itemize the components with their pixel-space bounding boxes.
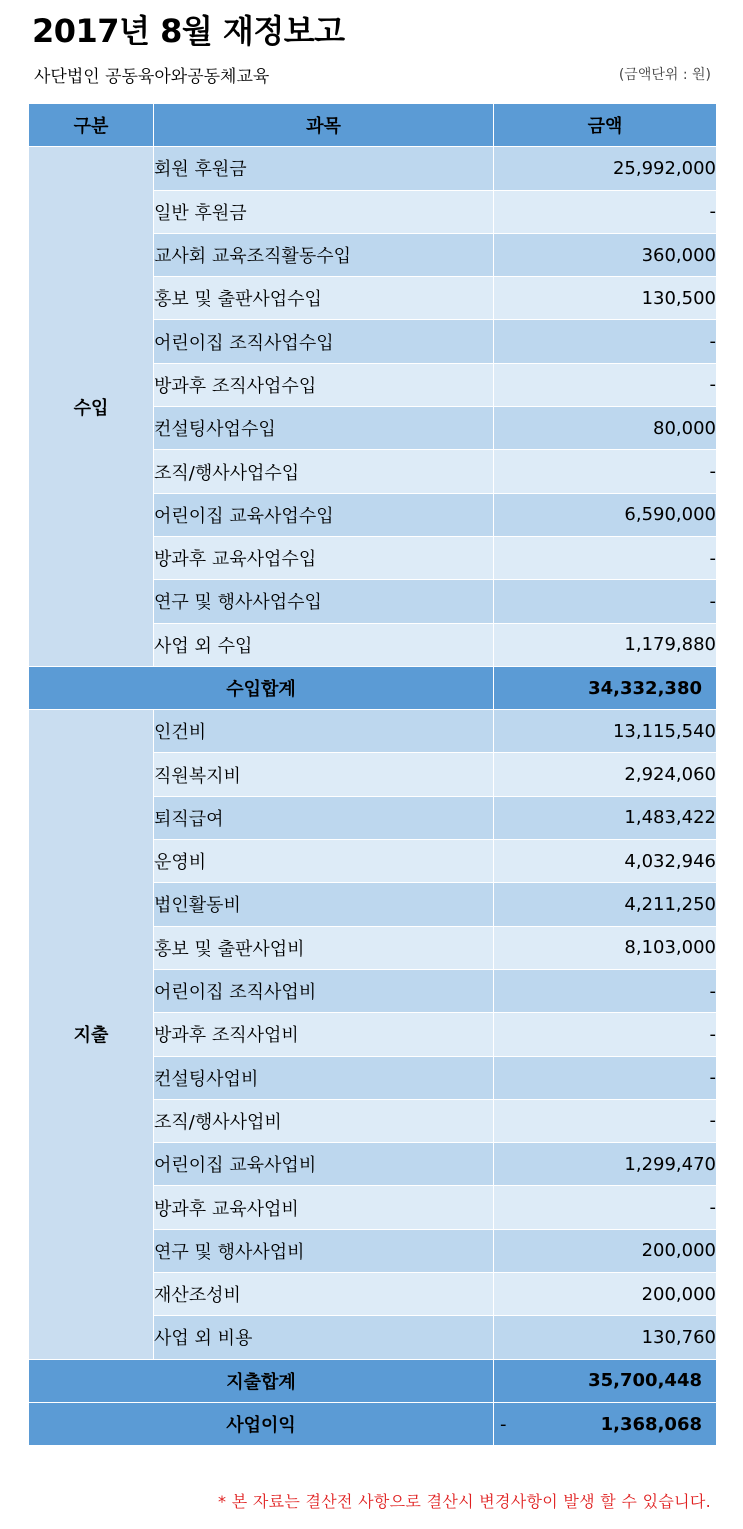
item-name: 컨설팅사업비	[154, 1056, 494, 1099]
item-amount: 1,299,470	[494, 1143, 717, 1186]
expense-group-label: 지출	[29, 710, 154, 1359]
item-amount: -	[494, 969, 717, 1012]
unit-note: (금액단위 : 원)	[618, 67, 711, 83]
item-amount: -	[494, 1013, 717, 1056]
table-header-row	[29, 104, 717, 147]
organization-name: 사단법인 공동육아와공동체교육	[34, 67, 270, 87]
item-amount: 2,924,060	[494, 753, 717, 796]
item-amount: 130,500	[494, 277, 717, 320]
item-amount: -	[494, 363, 717, 406]
column-header-amount: 금액	[494, 104, 717, 147]
table-row	[29, 147, 717, 190]
table-body	[29, 147, 717, 1446]
item-name: 홍보 및 출판사업비	[154, 926, 494, 969]
item-name: 법인활동비	[154, 883, 494, 926]
item-name: 일반 후원금	[154, 190, 494, 233]
column-header-category: 구분	[29, 104, 154, 147]
item-amount: 8,103,000	[494, 926, 717, 969]
item-amount: -	[494, 1186, 717, 1229]
item-amount: 130,760	[494, 1316, 717, 1359]
page-title: 2017년 8월 재정보고	[32, 12, 345, 50]
item-name: 조직/행사사업비	[154, 1099, 494, 1142]
item-amount: -	[494, 1099, 717, 1142]
item-amount: -	[494, 580, 717, 623]
item-name: 교사회 교육조직활동수입	[154, 233, 494, 276]
expense-total-row	[29, 1359, 717, 1402]
profit-amount-cell	[494, 1402, 717, 1445]
item-name: 어린이집 교육사업비	[154, 1143, 494, 1186]
item-amount: 25,992,000	[494, 147, 717, 190]
item-amount: 4,032,946	[494, 840, 717, 883]
item-amount: 80,000	[494, 407, 717, 450]
profit-label: 사업이익	[29, 1402, 494, 1445]
column-header-item: 과목	[154, 104, 494, 147]
item-amount: 13,115,540	[494, 710, 717, 753]
income-total-amount: 34,332,380	[494, 666, 717, 709]
profit-amount: 1,368,068	[600, 1413, 702, 1435]
item-amount: 4,211,250	[494, 883, 717, 926]
item-name: 컨설팅사업수입	[154, 407, 494, 450]
item-name: 회원 후원금	[154, 147, 494, 190]
item-name: 사업 외 비용	[154, 1316, 494, 1359]
item-name: 방과후 교육사업수입	[154, 536, 494, 579]
item-amount: 200,000	[494, 1273, 717, 1316]
item-name: 방과후 조직사업수입	[154, 363, 494, 406]
profit-sign: -	[500, 1413, 507, 1435]
item-name: 인건비	[154, 710, 494, 753]
item-name: 어린이집 조직사업수입	[154, 320, 494, 363]
expense-total-amount: 35,700,448	[494, 1359, 717, 1402]
item-amount: -	[494, 190, 717, 233]
item-amount: -	[494, 450, 717, 493]
item-name: 연구 및 행사사업수입	[154, 580, 494, 623]
item-name: 퇴직급여	[154, 796, 494, 839]
item-name: 운영비	[154, 840, 494, 883]
expense-total-label: 지출합계	[29, 1359, 494, 1402]
item-name: 재산조성비	[154, 1273, 494, 1316]
item-amount: 1,179,880	[494, 623, 717, 666]
item-amount: -	[494, 536, 717, 579]
item-amount: 1,483,422	[494, 796, 717, 839]
item-amount: -	[494, 320, 717, 363]
item-amount: 360,000	[494, 233, 717, 276]
footnote: * 본 자료는 결산전 사항으로 결산시 변경사항이 발생 할 수 있습니다.	[218, 1492, 711, 1511]
item-name: 연구 및 행사사업비	[154, 1229, 494, 1272]
item-name: 조직/행사사업수입	[154, 450, 494, 493]
income-group-label: 수입	[29, 147, 154, 667]
item-amount: -	[494, 1056, 717, 1099]
item-name: 사업 외 수입	[154, 623, 494, 666]
income-total-label: 수입합계	[29, 666, 494, 709]
finance-table	[28, 103, 717, 1446]
item-name: 방과후 교육사업비	[154, 1186, 494, 1229]
income-total-row	[29, 666, 717, 709]
item-name: 직원복지비	[154, 753, 494, 796]
item-name: 방과후 조직사업비	[154, 1013, 494, 1056]
item-name: 어린이집 조직사업비	[154, 969, 494, 1012]
item-name: 어린이집 교육사업수입	[154, 493, 494, 536]
profit-row	[29, 1402, 717, 1445]
table-row	[29, 710, 717, 753]
item-amount: 200,000	[494, 1229, 717, 1272]
item-amount: 6,590,000	[494, 493, 717, 536]
item-name: 홍보 및 출판사업수입	[154, 277, 494, 320]
